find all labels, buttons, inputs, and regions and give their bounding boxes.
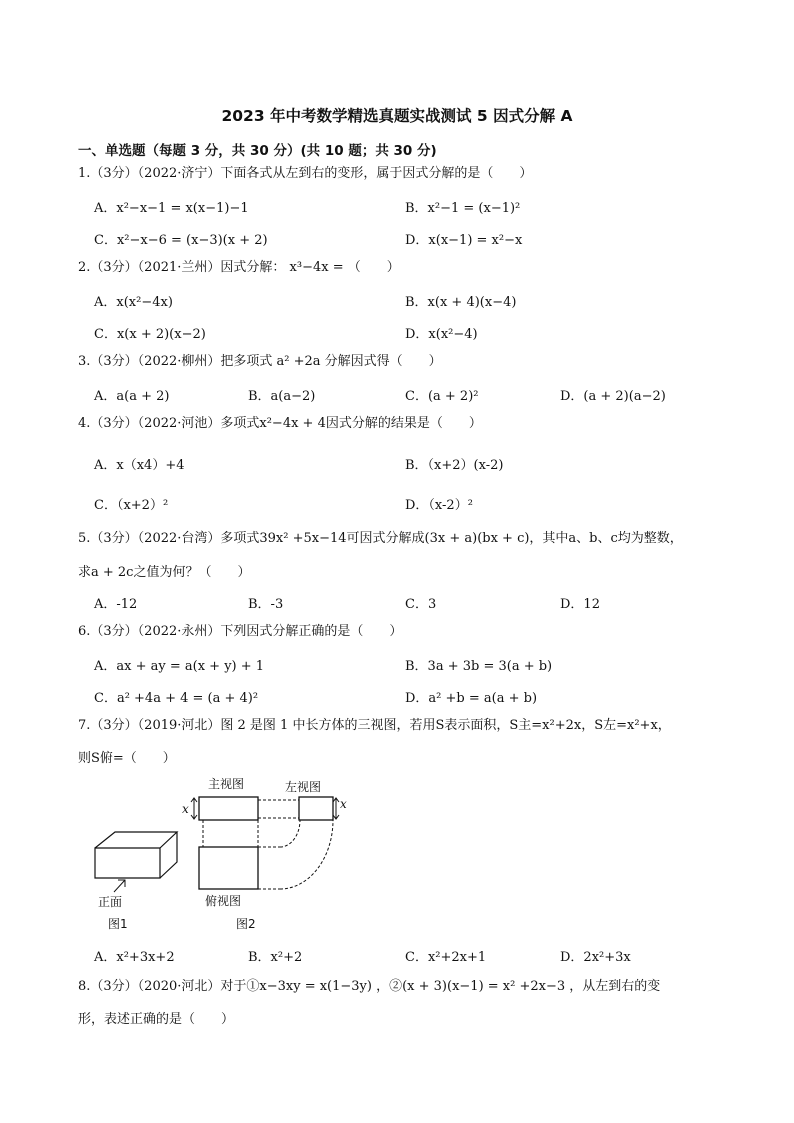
question-7-stem-continued: 则S俯=（ ） [78, 751, 176, 766]
figure-2-caption: 图2 [236, 917, 256, 931]
question-3-option-b[interactable]: B．a(a−2) [248, 389, 316, 404]
figure-1-caption: 图1 [108, 917, 128, 931]
question-1-option-b[interactable]: B．x²−1 = (x−1)² [405, 201, 521, 216]
question-6-option-a[interactable]: A．ax + ay = a(x + y) + 1 [94, 659, 265, 674]
question-5-option-b[interactable]: B．-3 [248, 597, 284, 612]
question-2-option-b[interactable]: B．x(x + 4)(x−4) [405, 295, 517, 310]
section-heading: 一、单选题（每题 3 分，共 30 分）(共 10 题；共 30 分) [78, 143, 437, 159]
front-view-rect [199, 797, 258, 820]
dimension-x-front [191, 798, 197, 819]
question-2-option-a[interactable]: A．x(x²−4x) [94, 295, 173, 310]
dimension-x-left [333, 798, 339, 819]
front-view-label: 主视图 [208, 777, 245, 791]
left-view-rect [299, 797, 333, 820]
front-arrow-icon [114, 880, 125, 892]
question-5-option-a[interactable]: A．-12 [94, 597, 138, 612]
question-4-option-c[interactable]: C．（x+2）² [94, 498, 169, 513]
top-view-rect [199, 847, 258, 889]
question-7-option-c[interactable]: C．x²+2x+1 [405, 950, 487, 965]
question-6-option-d[interactable]: D．a² +b = a(a + b) [405, 691, 538, 706]
question-3-option-a[interactable]: A．a(a + 2) [94, 389, 170, 404]
question-5-stem: 5.（3分）（2022·台湾）多项式39x² +5x−14可因式分解成(3x + a)(bx + c)，其中a、b、c均为整数， [78, 531, 683, 546]
question-5-option-d[interactable]: D．12 [560, 597, 600, 612]
question-2-option-d[interactable]: D．x(x²−4) [405, 327, 478, 342]
x-label-front: x [182, 802, 189, 816]
question-8-stem-continued: 形，表述正确的是（ ） [78, 1012, 235, 1027]
question-6-stem: 6.（3分）（2022·永州）下列因式分解正确的是（ ） [78, 624, 403, 639]
question-5-option-c[interactable]: C．3 [405, 597, 437, 612]
question-7-option-b[interactable]: B．x²+2 [248, 950, 303, 965]
page-title: 2023 年中考数学精选真题实战测试 5 因式分解 A [221, 107, 573, 125]
question-7-option-d[interactable]: D．2x²+3x [560, 950, 631, 965]
front-face-label: 正面 [98, 895, 123, 909]
three-view-figure [80, 770, 380, 940]
left-view-label: 左视图 [285, 780, 322, 794]
question-1-stem: 1.（3分）（2022·济宁）下面各式从左到右的变形，属于因式分解的是（ ） [78, 166, 533, 181]
question-3-option-c[interactable]: C．(a + 2)² [405, 389, 479, 404]
projection-lines [203, 800, 333, 889]
question-1-option-a[interactable]: A．x²−x−1 = x(x−1)−1 [94, 201, 249, 216]
question-6-option-c[interactable]: C．a² +4a + 4 = (a + 4)² [94, 691, 259, 706]
question-5-stem-continued: 求a + 2c之值为何？（ ） [78, 565, 251, 580]
question-4-option-d[interactable]: D．（x-2）² [405, 498, 473, 513]
question-4-option-a[interactable]: A．x（x4）+4 [94, 458, 185, 473]
question-3-option-d[interactable]: D．(a + 2)(a−2) [560, 389, 666, 404]
question-3-stem: 3.（3分）（2022·柳州）把多项式 a² +2a 分解因式得（ ） [78, 354, 442, 369]
question-6-option-b[interactable]: B．3a + 3b = 3(a + b) [405, 659, 553, 674]
question-8-stem: 8.（3分）（2020·河北）对于①x−3xy = x(1−3y) ，②(x + 3)(x−1) = x² +2x−3 ，从左到右的变 [78, 979, 661, 994]
x-label-left: x [340, 797, 347, 811]
question-1-option-d[interactable]: D．x(x−1) = x²−x [405, 233, 523, 248]
question-4-option-b[interactable]: B．（x+2）(x-2) [405, 458, 504, 473]
question-1-option-c[interactable]: C．x²−x−6 = (x−3)(x + 2) [94, 233, 268, 248]
question-7-stem: 7.（3分）（2019·河北）图 2 是图 1 中长方体的三视图，若用S表示面积，S主=x²+2x，S左=x²+x， [78, 718, 671, 733]
question-4-stem: 4.（3分）（2022·河池）多项式x²−4x + 4因式分解的结果是（ ） [78, 416, 482, 431]
question-2-stem: 2.（3分）（2021·兰州）因式分解： x³−4x = （ ） [78, 260, 400, 275]
cuboid-drawing [95, 832, 177, 878]
question-2-option-c[interactable]: C．x(x + 2)(x−2) [94, 327, 206, 342]
question-7-option-a[interactable]: A．x²+3x+2 [94, 950, 175, 965]
top-view-label: 俯视图 [205, 894, 242, 908]
